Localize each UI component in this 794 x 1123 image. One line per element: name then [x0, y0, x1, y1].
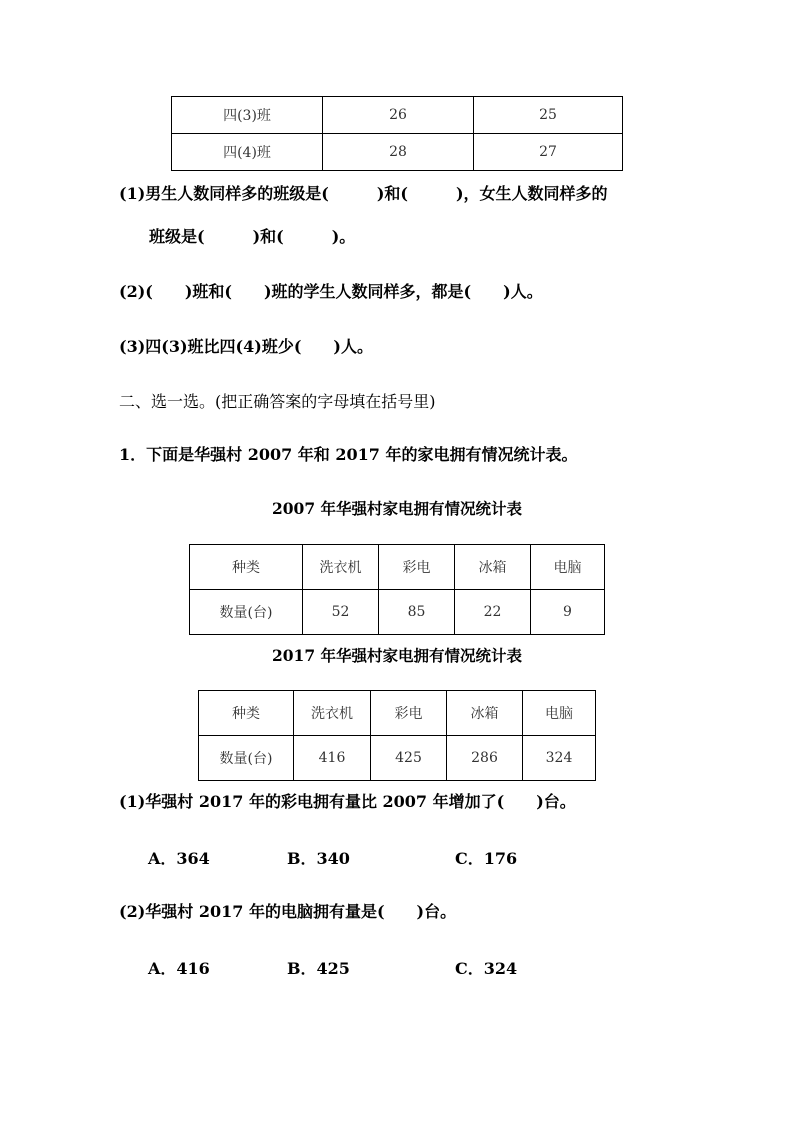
row-label: 四(4)班 — [172, 134, 323, 171]
table-cell: 85 — [379, 590, 455, 635]
question-2: (2)( )班和( )班的学生人数同样多，都是( )人。 — [119, 282, 543, 301]
table-cell: 52 — [303, 590, 379, 635]
column-header: 冰箱 — [455, 545, 531, 590]
option-b: B．425 — [287, 959, 350, 978]
column-header: 种类 — [199, 691, 294, 736]
column-header: 洗衣机 — [294, 691, 371, 736]
column-header: 彩电 — [371, 691, 447, 736]
table-header-row — [199, 691, 596, 736]
row-label: 数量(台) — [199, 736, 294, 781]
option-b: B．340 — [287, 849, 350, 868]
table-2007 — [189, 544, 605, 635]
option-a: A．364 — [148, 849, 210, 868]
table-row — [172, 97, 623, 134]
option-c: C．176 — [455, 849, 518, 868]
column-header: 冰箱 — [447, 691, 523, 736]
question-1-line-1: (1)男生人数同样多的班级是( )和( )，女生人数同样多的 — [119, 184, 608, 203]
row-label: 四(3)班 — [172, 97, 323, 134]
section-heading: 二、选一选。(把正确答案的字母填在括号里) — [119, 392, 436, 411]
question-3: (3)四(3)班比四(4)班少( )人。 — [119, 337, 373, 356]
table-cell: 416 — [294, 736, 371, 781]
column-header: 电脑 — [531, 545, 605, 590]
item-1-intro: 1．下面是华强村 2007 年和 2017 年的家电拥有情况统计表。 — [119, 445, 578, 464]
table-row — [172, 134, 623, 171]
column-header: 种类 — [190, 545, 303, 590]
table-cell: 286 — [447, 736, 523, 781]
option-c: C．324 — [455, 959, 518, 978]
column-header: 电脑 — [523, 691, 596, 736]
table-cell: 425 — [371, 736, 447, 781]
table-header-row — [190, 545, 605, 590]
table-cell: 9 — [531, 590, 605, 635]
choice-question-2: (2)华强村 2017 年的电脑拥有量是( )台。 — [119, 902, 457, 921]
table-cell: 22 — [455, 590, 531, 635]
table-cell: 26 — [323, 97, 474, 134]
choice-question-1: (1)华强村 2017 年的彩电拥有量比 2007 年增加了( )台。 — [119, 792, 576, 811]
table-2017 — [198, 690, 596, 781]
table-cell: 25 — [474, 97, 623, 134]
row-label: 数量(台) — [190, 590, 303, 635]
question-1-line-2: 班级是( )和( )。 — [149, 227, 356, 246]
table-2017-title: 2017 年华强村家电拥有情况统计表 — [271, 646, 523, 665]
table-row — [190, 590, 605, 635]
table-cell: 27 — [474, 134, 623, 171]
table-row — [199, 736, 596, 781]
column-header: 彩电 — [379, 545, 455, 590]
class-count-table — [171, 96, 623, 171]
table-2007-title: 2007 年华强村家电拥有情况统计表 — [271, 499, 523, 518]
table-cell: 324 — [523, 736, 596, 781]
column-header: 洗衣机 — [303, 545, 379, 590]
option-a: A．416 — [148, 959, 210, 978]
table-cell: 28 — [323, 134, 474, 171]
